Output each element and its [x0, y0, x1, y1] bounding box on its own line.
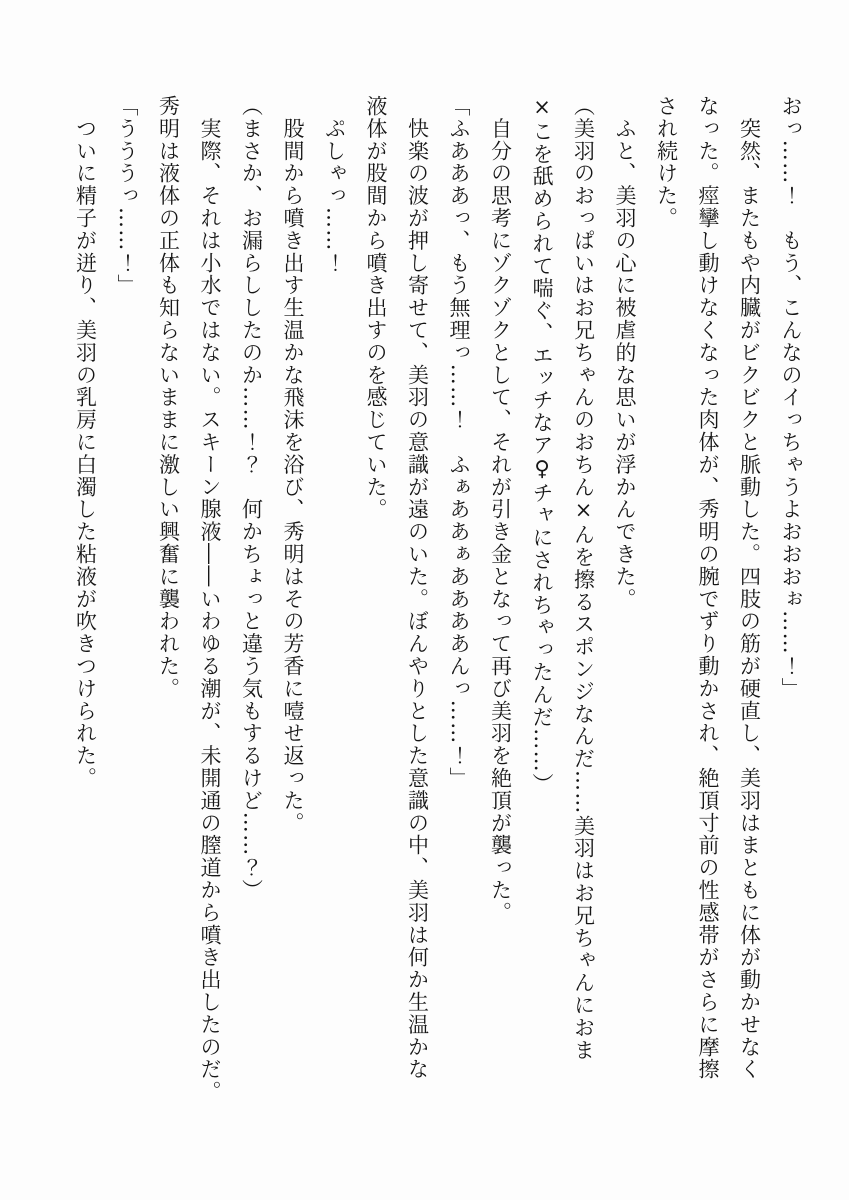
text-line: 実際、それは小水ではない。スキーン腺液――いわゆる潮が、未開通の膣道から噴き出したのだ。 [198, 95, 222, 1103]
paragraph [147, 95, 230, 1140]
text-line: 股間から噴き出す生温かな飛沫を浴び、秀明はその芳香に噎せ返った。 [281, 95, 305, 835]
text-line: 秀明は液体の正体も知らないままに激しい興奮に襲われた。 [156, 95, 181, 700]
paragraph [438, 95, 480, 1140]
text-line: され続けた。 [654, 95, 679, 230]
paragraph [645, 95, 770, 1140]
text-line: おっ……！ もう、こんなのイっちゃうよおおおぉ……！」 [779, 95, 803, 700]
paragraph [64, 95, 106, 1140]
paragraph [604, 95, 646, 1140]
paragraph [521, 95, 604, 1140]
text-line: （まさか、お漏らししたのか……！？ 何かちょっと違う気もするけど……？） [239, 95, 264, 902]
paragraph [770, 95, 812, 1140]
text-line: ×こを舐められて喘ぐ、エッチなア♀チャにされちゃったんだ……） [530, 95, 554, 796]
text-line: ぷしゃっ……！ [322, 95, 347, 275]
text-line: （美羽のおっぱいはお兄ちゃんのおちん×んを擦るスポンジなんだ……美羽はお兄ちゃんにおま [571, 95, 596, 1062]
text-line: 突然、またもや内臓がビクビクと脈動した。四肢の筋が硬直し、美羽はまともに体が動かせなく [737, 95, 762, 1081]
text-line: 自分の思考にゾクゾクとして、それが引き金となって再び美羽を絶頂が襲った。 [488, 95, 513, 924]
text-line: 「ふあああっ、もう無理っ……！ ふぁああぁああああんっ……！」 [447, 95, 471, 790]
paragraph [313, 95, 355, 1140]
text-line: ついに精子が迸り、美羽の乳房に白濁した粘液が吹きつけられた。 [73, 95, 98, 790]
text-line: 液体が股間から噴き出すのを感じていた。 [364, 95, 388, 521]
paragraph [272, 95, 314, 1140]
paragraph [479, 95, 521, 1140]
text-line: 「うううっ……！」 [115, 95, 139, 297]
text-line: 快楽の波が押し寄せて、美羽の意識が遠のいた。ぼんやりとした意識の中、美羽は何か生温かな [405, 95, 430, 1081]
paragraph [106, 95, 148, 1140]
paragraph [230, 95, 272, 1140]
text-line: なった。痙攣し動けなくなった肉体が、秀明の腕でずり動かされ、絶頂寸前の性感帯がさらに摩擦 [696, 95, 720, 1081]
text-line: ふと、美羽の心に被虐的な思いが浮かんできた。 [613, 95, 637, 611]
vertical-text-block [64, 95, 811, 1140]
paragraph [355, 95, 438, 1140]
